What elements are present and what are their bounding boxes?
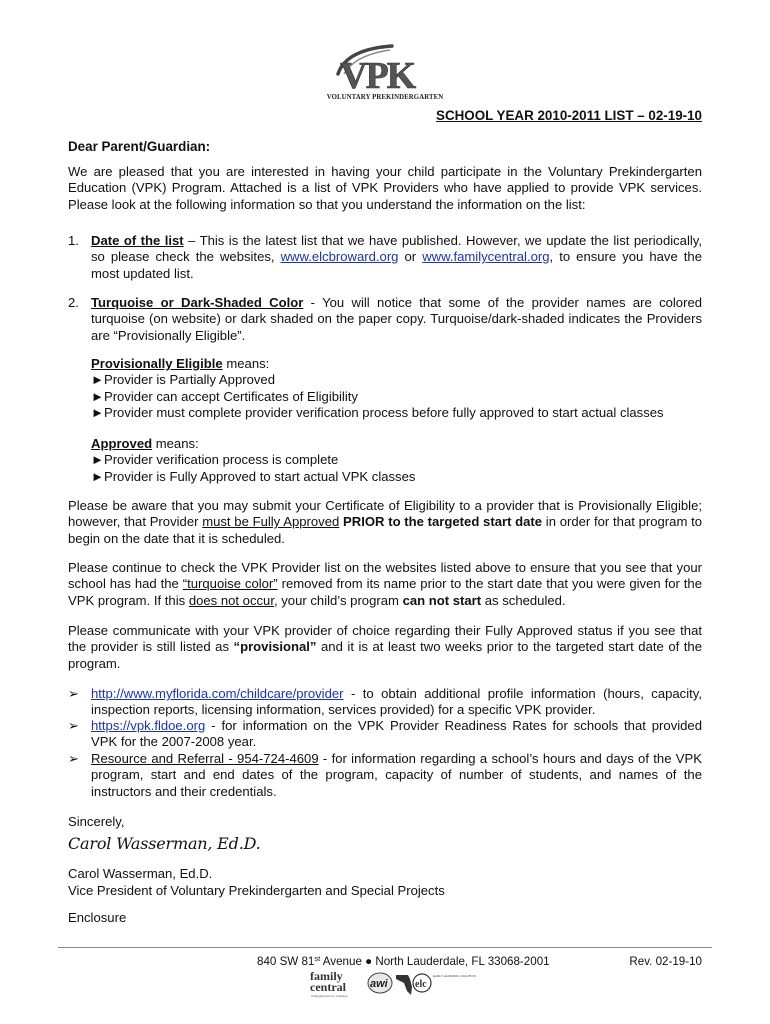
logo-caption: VOLUNTARY PREKINDERGARTEN: [326, 94, 444, 101]
provisional-heading: Provisionally Eligible: [91, 356, 223, 371]
text-run: and it is at least two weeks prior to the targeted start date of the program.: [68, 639, 702, 671]
provisional-point: ►Provider is Partially Approved: [91, 372, 275, 388]
text-run: “provisional”: [233, 639, 317, 655]
text-run: – This is the latest list that we have published. However, we update the list periodically, so please check the websites,: [91, 233, 702, 265]
text-run: removed from its name prior to the start date that you were given for the VPK program. If this: [68, 576, 703, 608]
approved-point: ►Provider verification process is complete: [91, 452, 339, 468]
family-central-logo-text: family: [310, 969, 343, 983]
provisional-point: ►Provider can accept Certificates of Eligibility: [91, 388, 358, 404]
text-run: - You will notice that some of the provider names are colored turquoise (on website) or dark shaded on the paper copy. Turquoise/dark-shaded indicates the Providers are “Provisionally Eligible”.: [91, 295, 703, 343]
partner-logos: [308, 967, 476, 1001]
hyperlink[interactable]: http://www.myflorida.com/childcare/provider: [91, 686, 344, 701]
family-central-logo-text: central: [310, 980, 346, 994]
text-run: or: [398, 249, 423, 265]
text-run: does not occur: [188, 592, 274, 608]
intro-paragraph: We are pleased that you are interested in having your child participate in the Voluntary Prekindergarten Education (VPK) Program. Attached is a list of VPK Providers who have applied to provide VPK services. Please look at the following information so that you understand the information on the list:: [68, 164, 702, 212]
approved-heading: Approved: [91, 436, 153, 451]
text-run: , your child’s program: [273, 592, 403, 608]
item-number: 2.: [68, 295, 79, 310]
text-run: as scheduled.: [481, 592, 566, 608]
text-run: can not start: [402, 592, 482, 608]
handwritten-signature: Carol Wasserman, Ed.D.: [68, 834, 261, 853]
text-run: “turquoise color”: [182, 576, 278, 592]
text-run: , to ensure you have the most updated list.: [91, 249, 702, 281]
awi-logo: [368, 973, 392, 993]
text-run: - to obtain additional profile information (hours, capacity, inspection reports, licensing information, services provided) for a specific VPK provider.: [91, 686, 702, 718]
greeting: Dear Parent/Guardian:: [68, 139, 211, 154]
provisional-means: means:: [222, 356, 270, 371]
elc-logo-caption: EARLY LEARNING COALITION: [433, 974, 476, 978]
arrow-bullet-icon: ➢: [68, 686, 79, 701]
resource-fldoe: [91, 718, 702, 751]
closing-sincerely: Sincerely,: [68, 814, 125, 829]
family-central-tagline: Changing lives for a lifetime: [311, 994, 348, 998]
text-run: Date of the list: [91, 233, 184, 248]
signer-title: Vice President of Voluntary Prekindergarten and Special Projects: [68, 883, 445, 898]
text-run: PRIOR to the targeted start date: [343, 514, 543, 530]
paragraph-prior-to-start: [68, 498, 702, 547]
approved-section: [91, 436, 702, 485]
text-run: in order for that program to begin on the date that it is scheduled.: [68, 514, 702, 546]
item-turquoise-color: [91, 295, 702, 344]
elc-logo-text: elc: [415, 979, 427, 990]
provisional-point: ►Provider must complete provider verification process before fully approved to start actual classes: [91, 405, 664, 421]
text-run: Resource and Referral - 954-724-4609: [91, 751, 319, 766]
revision-date: Rev. 02-19-10: [629, 955, 702, 968]
address-city: Avenue ● North Lauderdale, FL 33068-2001: [320, 955, 550, 968]
elc-logo: [413, 974, 476, 992]
hyperlink[interactable]: www.elcbroward.org: [280, 249, 399, 265]
footer-divider: [58, 947, 712, 948]
school-year-heading: SCHOOL YEAR 2010-2011 LIST – 02-19-10: [436, 108, 702, 123]
approved-point: ►Provider is Fully Approved to start actual VPK classes: [91, 468, 416, 484]
item-date-of-list: [91, 233, 702, 282]
family-central-logo: [310, 969, 348, 998]
resource-myflorida: [91, 686, 702, 719]
paragraph-continue-checking: [68, 560, 702, 609]
paragraph-communicate: [68, 623, 702, 672]
awi-logo-text: awi: [370, 978, 388, 990]
text-run: Please be aware that you may submit your Certificate of Eligibility to a provider that is Provisionally Eligible; however, that Provider: [68, 498, 702, 530]
address-street: 840 SW 81: [257, 955, 315, 968]
text-run: - for information regarding a school’s hours and days of the VPK program, start and end dates of the program, capacity of number of students, and names of the instructors and their credentials.: [91, 751, 702, 799]
text-run: - for information on the VPK Provider Readiness Rates for schools that provided VPK for the 2007-2008 year.: [91, 718, 702, 750]
signer-name: Carol Wasserman, Ed.D.: [68, 866, 213, 881]
text-run: must be Fully Approved: [202, 514, 340, 530]
hyperlink[interactable]: www.familycentral.org: [422, 249, 550, 265]
text-run: Please communicate with your VPK provider of choice regarding their Fully Approved status if you see that the provider is still listed as: [68, 623, 702, 655]
enclosure-note: Enclosure: [68, 910, 127, 925]
hyperlink[interactable]: https://vpk.fldoe.org: [91, 718, 206, 733]
florida-map-icon: [396, 975, 412, 995]
item-number: 1.: [68, 233, 79, 248]
arrow-bullet-icon: ➢: [68, 751, 79, 766]
vpk-logo-letters: VPK: [340, 55, 415, 97]
provisional-section: [91, 356, 702, 422]
resource-referral: [91, 751, 702, 800]
text-run: Please continue to check the VPK Provider list on the websites listed above to ensure that you see that your school has had the: [68, 560, 702, 592]
approved-means: means:: [152, 436, 199, 451]
address-ordinal: st: [314, 954, 321, 963]
arrow-bullet-icon: ➢: [68, 718, 79, 733]
text-run: Turquoise or Dark-Shaded Color: [91, 295, 304, 310]
